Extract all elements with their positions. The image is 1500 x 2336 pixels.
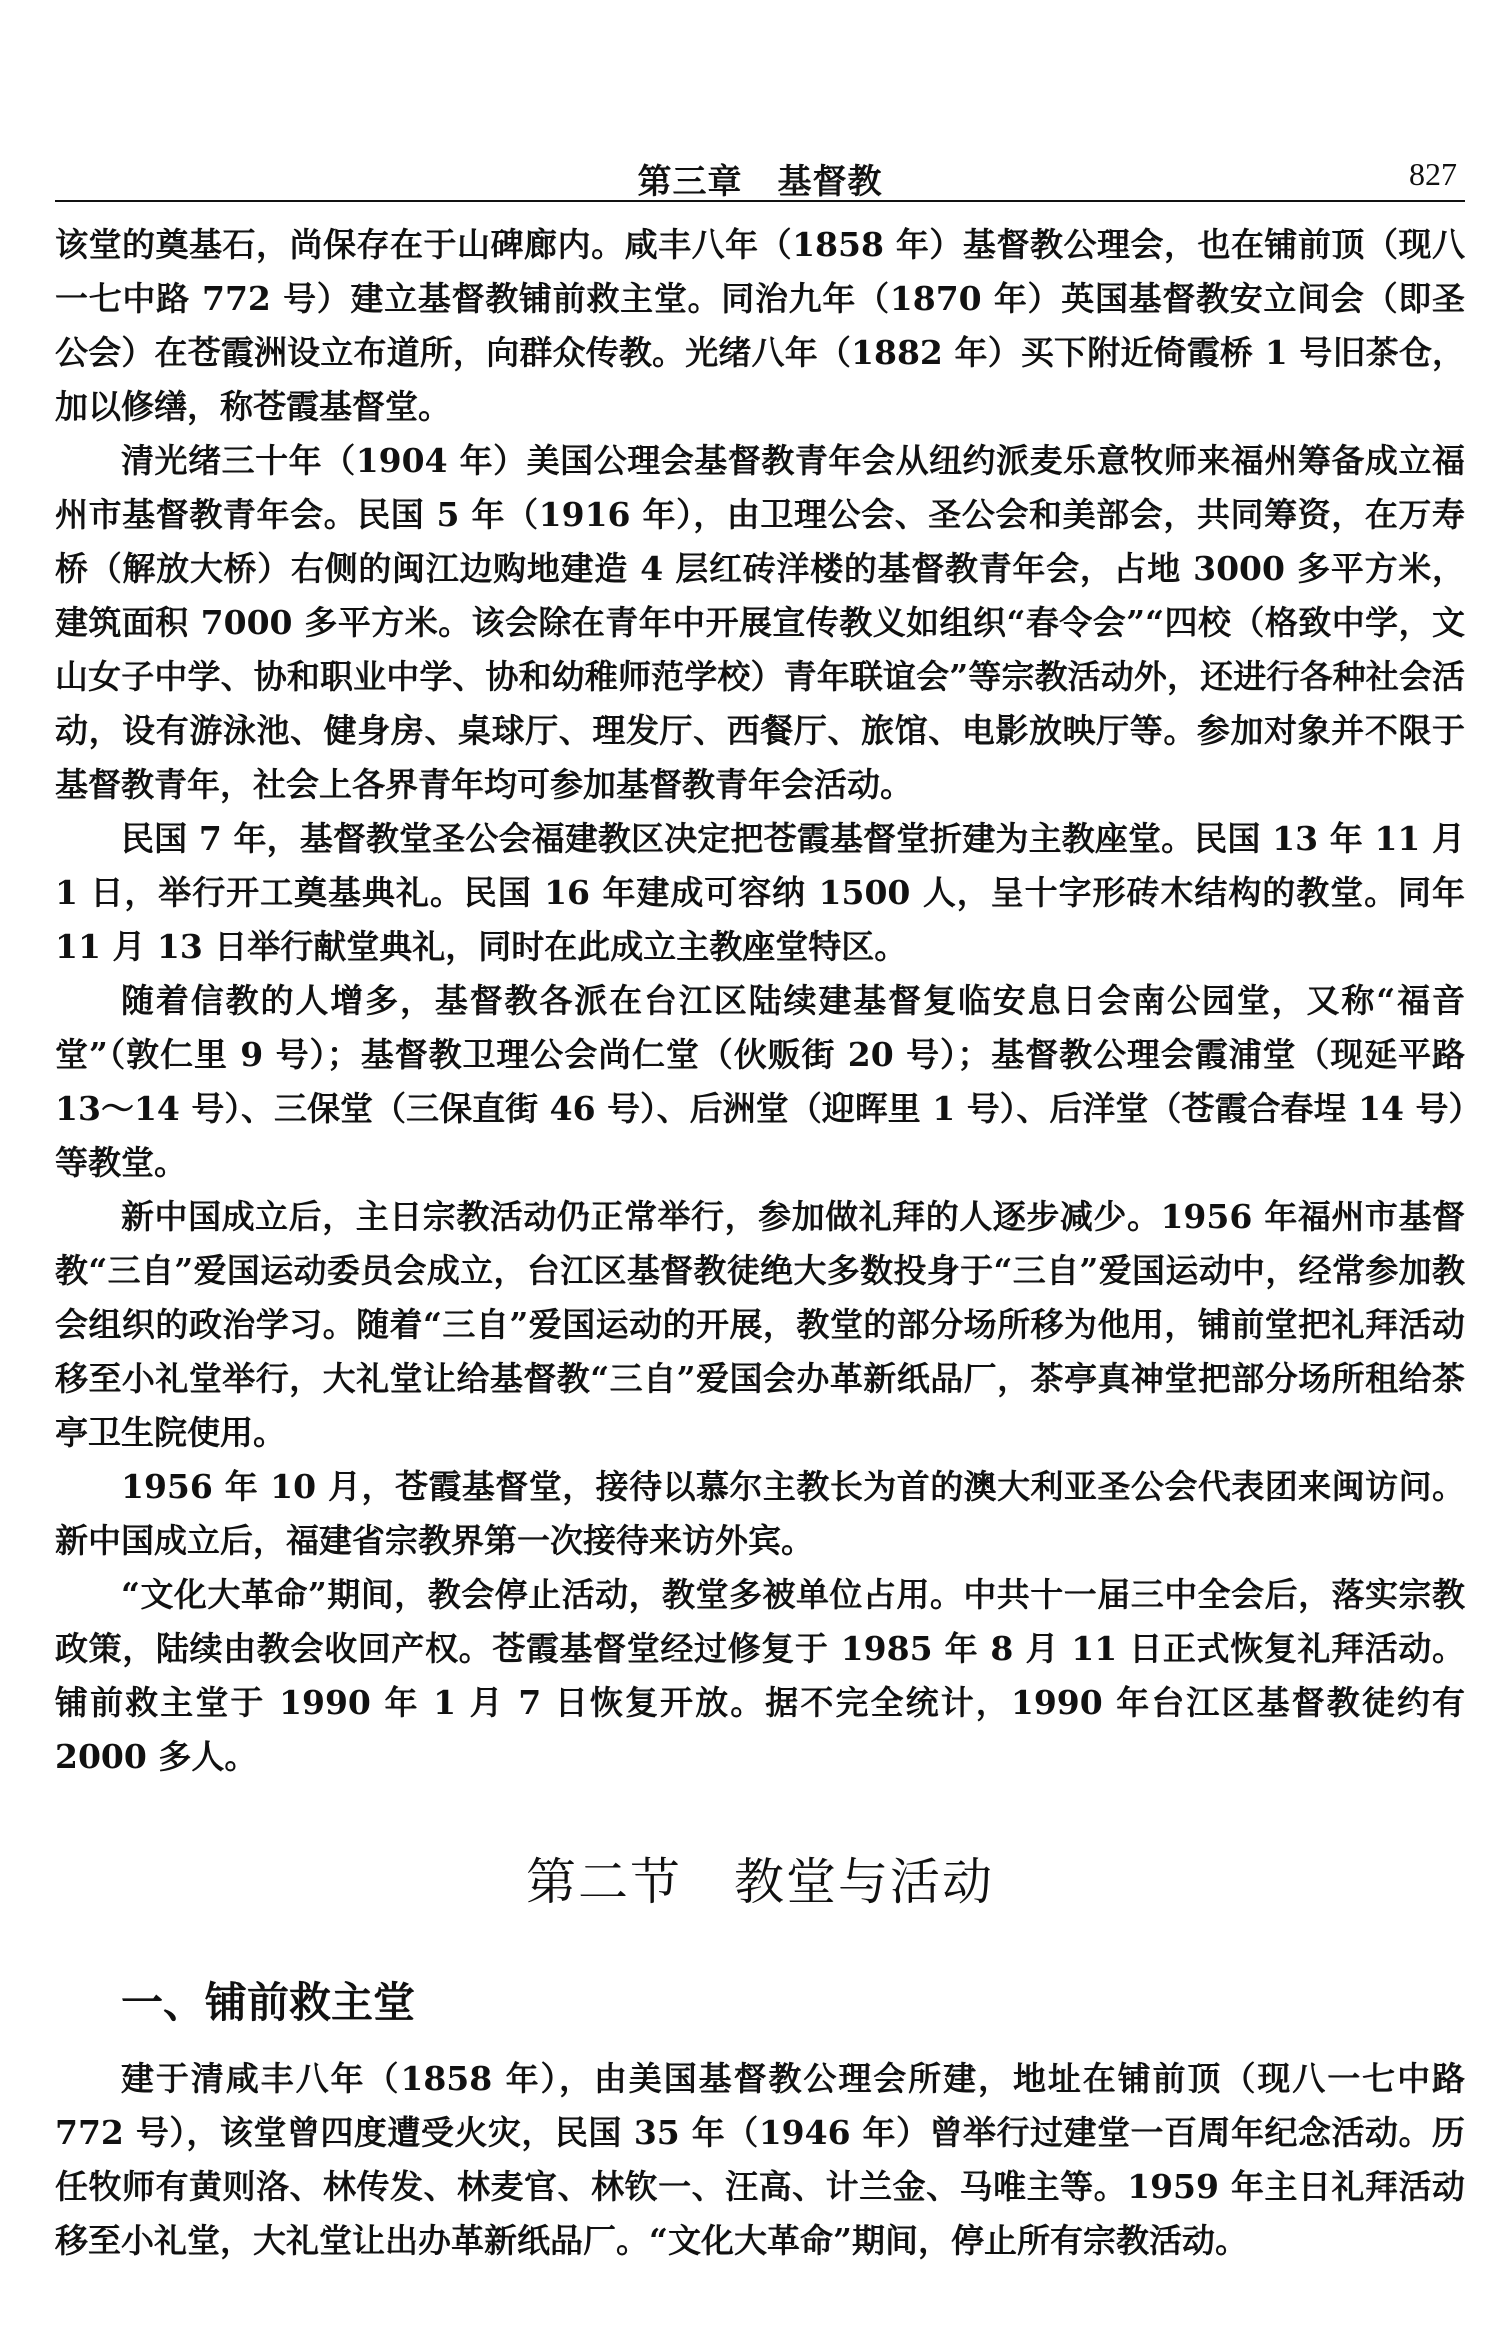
subsection-body (55, 2052, 1465, 2268)
page-header (55, 150, 1465, 202)
chapter-title: 第三章 基督教 (637, 162, 883, 202)
subsection-title: 一、铺前救主堂 (121, 1978, 416, 2027)
paragraph: 随着信教的人增多，基督教各派在台江区陆续建基督复临安息日会南公园堂，又称“福音堂”（敦仁里 9 号）；基督教卫理公会尚仁堂（伙贩街 20 号）；基督教公理会霞浦堂（现延平路 13～14 号）、三保堂（三保直街 46 号）、后洲堂（迎晖里 1 号）、后洋堂（苍霞合春埕 14 号）等教堂。 (55, 981, 1465, 1182)
paragraph: 民国 7 年，基督教堂圣公会福建教区决定把苍霞基督堂折建为主教座堂。民国 13 年 11 月 1 日，举行开工奠基典礼。民国 16 年建成可容纳 1500 人，呈十字形砖木结构的教堂。同年 11 月 13 日举行献堂典礼，同时在此成立主教座堂特区。 (55, 819, 1465, 966)
paragraph: 新中国成立后，主日宗教活动仍正常举行，参加做礼拜的人逐步减少。1956 年福州市基督教“三自”爱国运动委员会成立，台江区基督教徒绝大多数投身于“三自”爱国运动中，经常参加教会组织的政治学习。随着“三自”爱国运动的开展，教堂的部分场所移为他用，铺前堂把礼拜活动移至小礼堂举行，大礼堂让给基督教“三自”爱国会办革新纸品厂，茶亭真神堂把部分场所租给茶亭卫生院使用。 (55, 1197, 1465, 1452)
paragraph: 建于清咸丰八年（1858 年），由美国基督教公理会所建，地址在铺前顶（现八一七中路 772 号），该堂曾四度遭受火灾，民国 35 年（1946 年）曾举行过建堂一百周年纪念活动。历任牧师有黄则洛、林传发、林麦官、林钦一、汪高、计兰金、马唯主等。1959 年主日礼拜活动移至小礼堂，大礼堂让出办革新纸品厂。“文化大革命”期间，停止所有宗教活动。 (55, 2059, 1465, 2260)
paragraph: 清光绪三十年（1904 年）美国公理会基督教青年会从纽约派麦乐意牧师来福州筹备成立福州市基督教青年会。民国 5 年（1916 年），由卫理公会、圣公会和美部会，共同筹资，在万寿桥（解放大桥）右侧的闽江边购地建造 4 层红砖洋楼的基督教青年会，占地 3000 多平方米，建筑面积 7000 多平方米。该会除在青年中开展宣传教义如组织“春令会”“四校（格致中学，文山女子中学、协和职业中学、协和幼稚师范学校）青年联谊会”等宗教活动外，还进行各种社会活动，设有游泳池、健身房、桌球厅、理发厅、西餐厅、旅馆、电影放映厅等。参加对象并不限于基督教青年，社会上各界青年均可参加基督教青年会活动。 (55, 441, 1465, 804)
page-number: 827 (1409, 156, 1457, 192)
paragraph: “文化大革命”期间，教会停止活动，教堂多被单位占用。中共十一届三中全会后，落实宗教政策，陆续由教会收回产权。苍霞基督堂经过修复于 1985 年 8 月 11 日正式恢复礼拜活动。铺前救主堂于 1990 年 1 月 7 日恢复开放。据不完全统计，1990 年台江区基督教徒约有 2000 多人。 (55, 1575, 1465, 1776)
body-text (55, 218, 1465, 1784)
paragraph: 该堂的奠基石，尚保存在于山碑廊内。咸丰八年（1858 年）基督教公理会，也在铺前顶（现八一七中路 772 号）建立基督教铺前救主堂。同治九年（1870 年）英国基督教安立间会（即圣公会）在苍霞洲设立布道所，向群众传教。光绪八年（1882 年）买下附近倚霞桥 1 号旧茶仓，加以修缮，称苍霞基督堂。 (55, 225, 1465, 426)
document-page (55, 150, 1465, 2268)
section-title: 第二节 教堂与活动 (526, 1853, 994, 1911)
paragraph: 1956 年 10 月，苍霞基督堂，接待以慕尔主教长为首的澳大利亚圣公会代表团来闽访问。新中国成立后，福建省宗教界第一次接待来访外宾。 (55, 1467, 1465, 1560)
